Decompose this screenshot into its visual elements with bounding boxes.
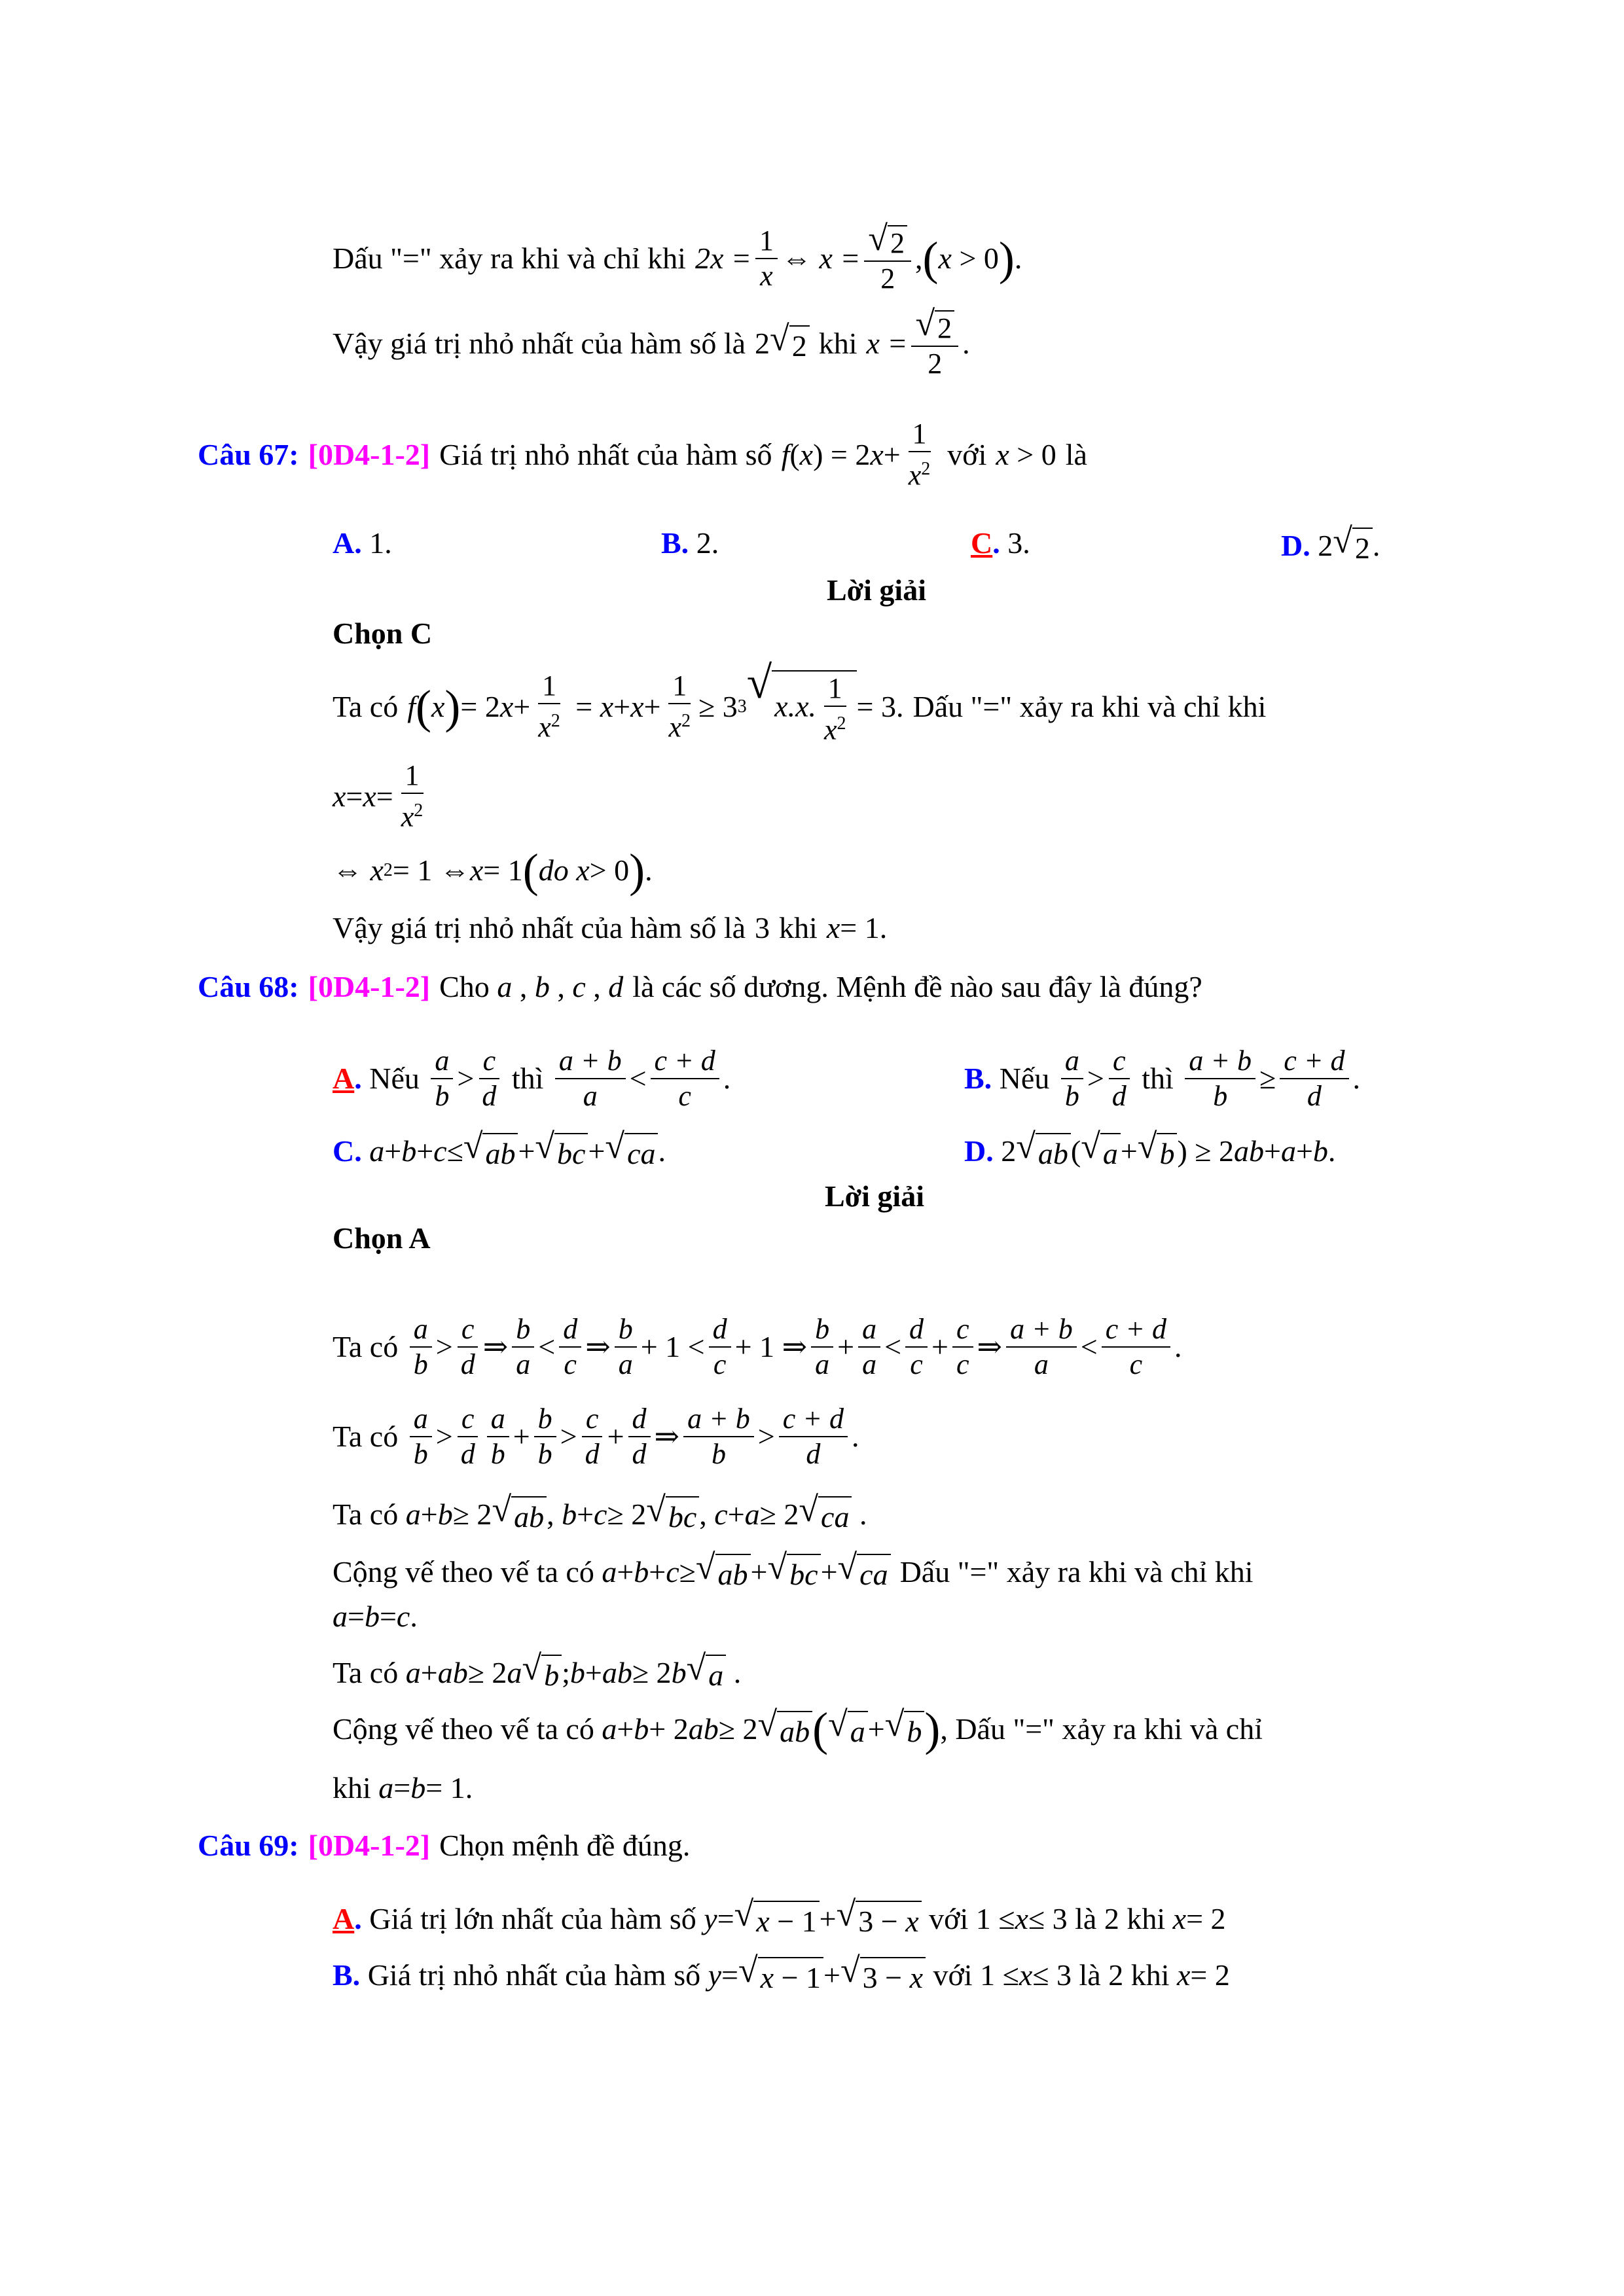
fraction: $\frac{c}{d}$ [581,1402,604,1471]
fraction: $\frac{c}{c}$ [952,1312,973,1382]
fraction: $\frac{a + b}{a}$ [555,1044,626,1113]
q68-solution-line-4: Cộng vế theo vế ta có a + b + c ≥ √ ab + √ bc + √ ca Dấu "=" xảy ra khi và chỉ khi [333,1550,1254,1594]
cong-ve-text: Cộng vế theo vế ta có [333,1555,594,1588]
fraction: √ 2 2 [911,306,958,381]
option-letter-b: B. [333,1958,361,1992]
fraction: $\frac{d}{c}$ [709,1312,731,1382]
conclusion-text: Vậy giá trị nhỏ nhất của hàm số là [333,911,746,944]
fraction: $\frac{c + d}{d}$ [779,1402,848,1471]
option-letter-c: C. [333,1134,362,1168]
q67-choice: Chọn C [333,617,433,650]
thi-text: thì [511,1062,544,1095]
q68-choice: Chọn A [333,1221,431,1255]
la-text: là [1079,1958,1101,1992]
fraction: $\frac{a}{b}$ [431,1044,453,1113]
thi-text: thì [1142,1062,1174,1095]
q68-solution-title: Lời giải [825,1179,924,1213]
q69-stem [198,1826,690,1865]
fraction: $\frac{c}{d}$ [478,1044,500,1113]
option-letter-d: D. [964,1134,994,1168]
option-letter-c-correct: C [971,526,993,560]
q69-text: Chọn mệnh đề đúng. [439,1829,691,1862]
option-value: 3 [1007,526,1023,560]
option-letter-d: D. [1281,529,1310,562]
fraction: $\frac{d}{c}$ [559,1312,581,1382]
khi-text: khi [818,327,857,360]
q67-solution-line-1: Ta có f ( x ) = 2 x + $\frac{1}{x^2}$ = x + x + $\frac{1}{x^2}$ ≥ 3 3 √ x.x. $\frac{1}{x^2}$ = 3 . Dấu "=" xảy ra khi và chỉ khi [333,658,1267,746]
q67-option-a: A. 1 . [333,524,392,563]
fraction: $\frac{d}{c}$ [905,1312,928,1382]
q67-code: [0D4-1-2] [308,438,431,471]
fraction: $\frac{a}{b}$ [410,1312,432,1382]
dau-bang-text: Dấu "=" xảy ra khi và chỉ khi [899,1555,1254,1588]
q67-solution-title: Lời giải [827,573,926,607]
khi-text: khi [1130,1958,1170,1992]
q67-option-d: D. 2 √ 2 . [1281,524,1380,568]
fraction: $\frac{1}{x^2}$ [668,670,691,744]
option-text: Giá trị lớn nhất của hàm số [369,1902,696,1935]
fraction: $\frac{a + b}{a}$ [1006,1312,1077,1382]
fraction: $\frac{c}{d}$ [1108,1044,1130,1113]
q68-text: là các số dương. Mệnh đề nào sau đây là đúng? [632,970,1202,1003]
q66-equality-line: Dấu "=" xảy ra khi và chỉ khi 2x = $\frac{1}{x}$ ⇔ x = √ 2 2 , ( x > 0 ) . [333,219,1022,295]
la-text: là [1075,1902,1097,1935]
fraction: $\frac{1}{x^2}$ [908,418,931,492]
fraction: $\frac{c + d}{c}$ [1102,1312,1170,1382]
fraction: $\frac{c + d}{c}$ [651,1044,719,1113]
ta-co-text: Ta có [333,1656,399,1689]
khi-text: khi [779,911,818,944]
cho-text: Cho [439,970,490,1003]
q68-code: [0D4-1-2] [308,970,431,1003]
fraction: $\frac{1}{x^2}$ [538,670,560,744]
q67-option-b: B. 2 . [661,524,719,563]
fraction: $\frac{a + b}{b}$ [683,1402,754,1471]
ta-co-text: Ta có [333,1420,399,1453]
option-text: Giá trị nhỏ nhất của hàm số [367,1958,701,1992]
q69-option-a: A . Giá trị lớn nhất của hàm số y = √ x − 1 + √ 3 − x với 1 ≤ x ≤ 3 là 2 khi x = 2 [333,1897,1226,1941]
q68-label: Câu 68: [198,970,299,1003]
neu-text: Nếu [999,1062,1050,1095]
q68-solution-line-8: khi a = b = 1 . [333,1768,473,1808]
q67-solution-line-3: ⇔ x 2 = 1 ⇔ x = 1 ( do x > 0 ) . [333,844,653,897]
dau-bang-text: Dấu "=" xảy ra khi và chỉ khi [912,690,1267,723]
fraction: $\frac{1}{x}$ [755,224,778,293]
q68-solution-line-6: Ta có a + ab ≥ 2 a √ b ; b + ab ≥ 2 b √ a . [333,1651,741,1695]
fraction: $\frac{a}{a}$ [858,1312,880,1382]
fraction: $\frac{b}{a}$ [811,1312,833,1382]
q68-solution-line-1: Ta có $\frac{a}{b}$ > $\frac{c}{d}$ ⇒ $\frac{b}{a}$ < $\frac{d}{c}$ ⇒ $\frac{b}{a}$ + 1 < $\frac{d}{c}$ + 1 ⇒ $\frac{b}{a}$ + $\frac{a}{a}$ < $\frac{d}{c}$ + $\frac{c}{c}$ ⇒ $\frac{a + b}{a}$ < $\frac{c + d}{c}$ . [333,1313,1182,1380]
fraction: $\frac{a}{b}$ [487,1402,509,1471]
khi-text: khi [333,1771,371,1804]
fraction: $\frac{c}{d}$ [457,1312,479,1382]
fraction: $\frac{b}{a}$ [615,1312,637,1382]
option-letter-a: A. [333,526,362,560]
fraction: $\frac{a + b}{b}$ [1185,1044,1255,1113]
q67-stem: Câu 67: [0D4-1-2] Giá trị nhỏ nhất của hàm số f ( x ) = 2 x + $\frac{1}{x^2}$ với x > 0 là [198,418,1087,492]
fraction: $\frac{c + d}{d}$ [1280,1044,1348,1113]
ta-co-text: Ta có [333,1330,399,1363]
option-letter-a-correct: A [333,1902,355,1935]
fraction: √ 2 2 [864,221,911,296]
q69-label: Câu 69: [198,1829,299,1862]
option-letter-b: B. [964,1062,992,1095]
q66-conclusion-line: Vậy giá trị nhỏ nhất của hàm số là 2 √ 2 khi x = √ 2 2 . [333,304,970,380]
ta-co-text: Ta có [333,1498,399,1531]
q67-text: Giá trị nhỏ nhất của hàm số [439,438,772,471]
q68-solution-line-5: a = b = c . [333,1600,418,1633]
q68-solution-line-2: Ta có $\frac{a}{b}$ > $\frac{c}{d}$ $\frac{a}{b}$ + $\frac{b}{b}$ > $\frac{c}{d}$ + $\frac{d}{d}$ ⇒ $\frac{a + b}{b}$ > $\frac{c + d}{d}$ . [333,1403,859,1470]
q68-option-b: B. Nếu $\frac{a}{b}$ > $\frac{c}{d}$ thì $\frac{a + b}{b}$ ≥ $\frac{c + d}{d}$ . [964,1045,1361,1112]
fraction: $\frac{1}{x^2}$ [824,672,846,746]
cong-ve-text: Cộng vế theo vế ta có [333,1712,594,1746]
q66-equality-text: Dấu "=" xảy ra khi và chỉ khi [333,242,686,275]
voi-text: với [947,438,987,471]
q68-solution-line-7: Cộng vế theo vế ta có a + b + 2 ab ≥ 2 √ ab ( √ a + √ b ) , Dấu "=" xảy ra khi và chỉ [333,1703,1263,1755]
voi-text: với [929,1902,969,1935]
option-letter-b: B. [661,526,689,560]
fraction: $\frac{c}{d}$ [457,1402,479,1471]
fraction: $\frac{b}{a}$ [512,1312,534,1382]
dau-bang-text: , Dấu "=" xảy ra khi và chỉ [940,1712,1263,1746]
fraction: $\frac{a}{b}$ [1061,1044,1083,1113]
neu-text: Nếu [369,1062,420,1095]
q69-option-b: B. Giá trị nhỏ nhất của hàm số y = √ x − 1 + √ 3 − x với 1 ≤ x ≤ 3 là 2 khi x = 2 [333,1953,1230,1998]
q67-label: Câu 67: [198,438,299,471]
fraction: $\frac{a}{b}$ [410,1402,432,1471]
option-value: 1 [369,526,385,560]
fraction: $\frac{1}{x^2}$ [401,759,424,833]
q69-code: [0D4-1-2] [308,1829,431,1862]
q67-option-c: C . 3 . [971,524,1030,563]
option-letter-a-correct: A [333,1062,355,1095]
option-value: 2 [696,526,712,560]
fraction: $\frac{d}{d}$ [628,1402,651,1471]
q68-solution-line-3: Ta có a + b ≥ 2 √ ab , b + c ≥ 2 √ bc , c + a ≥ 2 √ ca . [333,1492,867,1537]
voi-text: với [933,1958,973,1992]
q68-option-c: C. a + b + c ≤ √ ab + √ bc + √ ca . [333,1129,666,1174]
q68-option-d: D. 2 √ ab ( √ a + √ b ) ≥ 2 ab + a + b . [964,1129,1335,1174]
q66-conclusion-text: Vậy giá trị nhỏ nhất của hàm số là [333,327,746,360]
fraction: $\frac{b}{b}$ [534,1402,556,1471]
q67-solution-line-2: x = x = $\frac{1}{x^2}$ [333,761,431,833]
q68-option-a: A . Nếu $\frac{a}{b}$ > $\frac{c}{d}$ thì $\frac{a + b}{a}$ < $\frac{c + d}{c}$ . [333,1045,731,1112]
do-text: do [538,853,569,887]
la-text: là [1065,438,1087,471]
ta-co-text: Ta có [333,690,399,723]
q68-stem: Câu 68: [0D4-1-2] Cho a , b , c , d là các số dương. Mệnh đề nào sau đây là đúng? [198,967,1202,1007]
khi-text: khi [1127,1902,1166,1935]
q67-solution-line-4: Vậy giá trị nhỏ nhất của hàm số là 3 khi x = 1 . [333,908,887,948]
